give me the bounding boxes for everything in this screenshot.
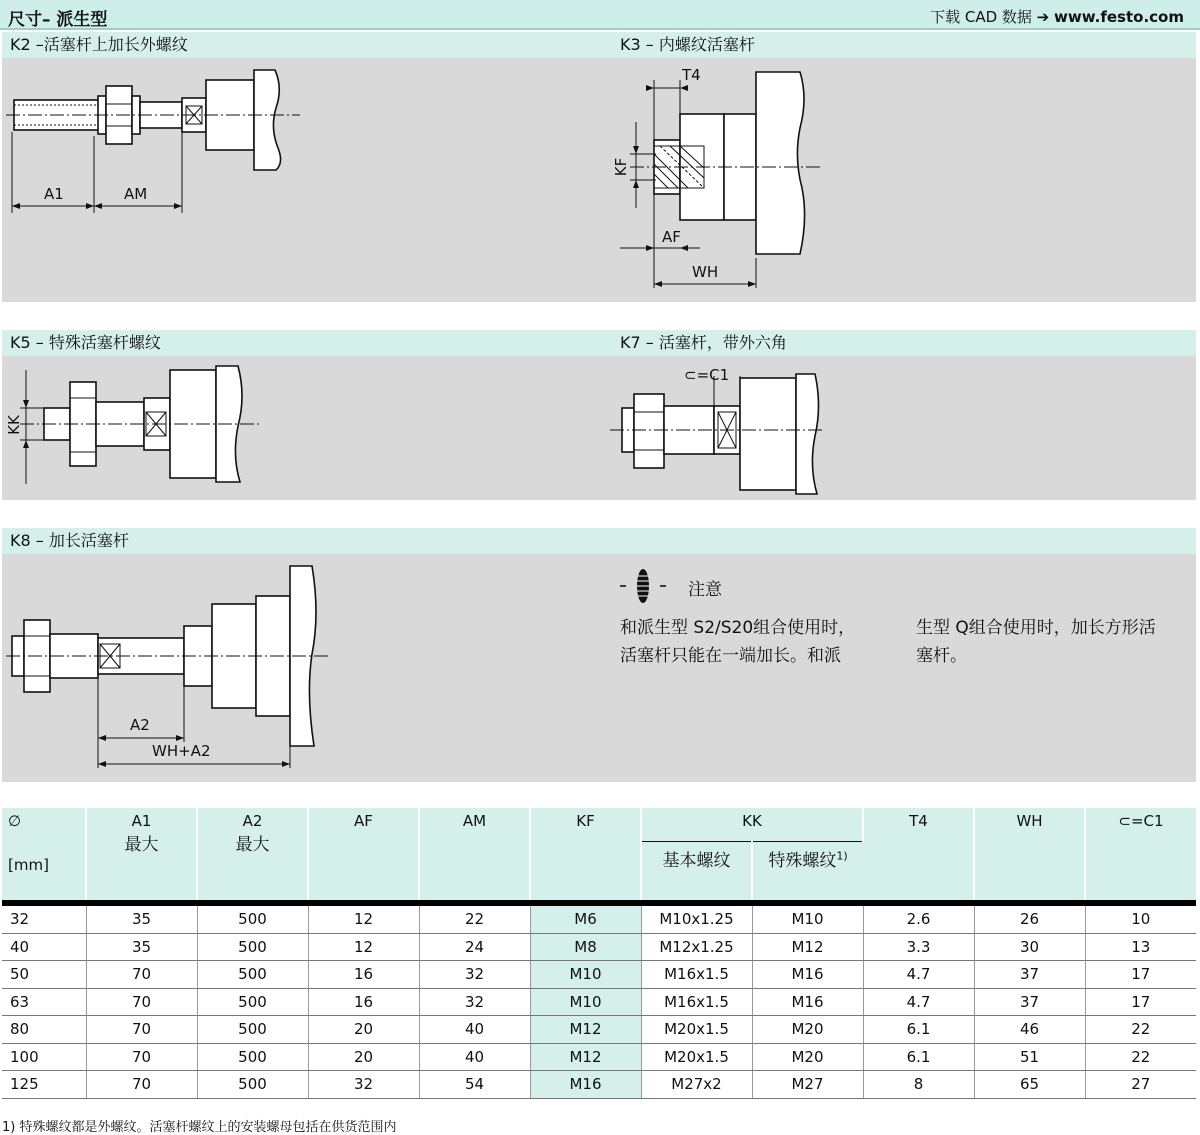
col-header-dia — [2, 808, 86, 903]
table-cell: 500 — [197, 903, 308, 933]
table-cell: M16x1.5 — [641, 961, 752, 989]
note-col1 — [620, 614, 855, 670]
table-cell: M20x1.5 — [641, 1043, 752, 1071]
dim-am: AM — [124, 185, 148, 203]
table-cell: 8 — [863, 1071, 974, 1099]
table-cell: 500 — [197, 1016, 308, 1044]
col-header-kk-special — [752, 842, 863, 903]
dim-wh-a2: WH+A2 — [152, 742, 211, 760]
c1-label: =C1 — [1130, 812, 1164, 830]
table-cell: M8 — [530, 933, 641, 961]
table-cell: 6.1 — [863, 1043, 974, 1071]
page-title: 尺寸– 派生型 — [8, 10, 108, 30]
section-title-k3: K3 – 内螺纹活塞杆 — [620, 35, 755, 54]
section-title-k2: K2 –活塞杆上加长外螺纹 — [10, 35, 188, 54]
table-cell: 17 — [1085, 961, 1196, 989]
table-cell: M12 — [530, 1043, 641, 1071]
table-cell: M12x1.25 — [641, 933, 752, 961]
dim-kk: KK — [4, 415, 23, 435]
table-cell: 54 — [419, 1071, 530, 1099]
table-cell: M16 — [530, 1071, 641, 1099]
table-cell: 32 — [2, 903, 86, 933]
dim-c1-text: =C1 — [696, 366, 730, 384]
col-header-kk-basic: 基本螺纹 — [641, 842, 752, 903]
table-cell: 70 — [86, 961, 197, 989]
col-header-af: AF — [308, 808, 419, 903]
table-cell: M16 — [752, 988, 863, 1016]
section-title-k8: K8 – 加长活塞杆 — [10, 531, 129, 550]
table-cell: 46 — [974, 1016, 1085, 1044]
table-cell: 80 — [2, 1016, 86, 1044]
download-prefix: 下载 CAD 数据 ➔ — [930, 8, 1050, 26]
table-cell: 2.6 — [863, 903, 974, 933]
table-cell: 17 — [1085, 988, 1196, 1016]
table-cell: 63 — [2, 988, 86, 1016]
table-cell: 500 — [197, 961, 308, 989]
table-cell: M20 — [752, 1016, 863, 1044]
table-cell: M12 — [752, 933, 863, 961]
col-header-t4: T4 — [863, 808, 974, 903]
table-cell: 70 — [86, 1016, 197, 1044]
note-col2-line1: 生型 Q组合使用时，加长方形活 — [916, 618, 1156, 638]
table-cell: 24 — [419, 933, 530, 961]
col-header-a1 — [86, 808, 197, 903]
table-cell: 22 — [419, 903, 530, 933]
table-cell: 500 — [197, 1071, 308, 1099]
kk-special-footnote-ref: 1) — [836, 849, 848, 863]
table-cell: 32 — [308, 1071, 419, 1099]
a1-sub: 最大 — [124, 835, 159, 855]
k5-drawing — [0, 356, 280, 500]
dim-wh: WH — [692, 263, 719, 281]
table-cell: 70 — [86, 1043, 197, 1071]
table-cell: 12 — [308, 933, 419, 961]
page-header — [0, 0, 1200, 30]
table-cell: M27 — [752, 1071, 863, 1099]
table-cell: 70 — [86, 1071, 197, 1099]
a2-sub: 最大 — [235, 835, 270, 855]
table-cell: 35 — [86, 933, 197, 961]
table-cell: 20 — [308, 1043, 419, 1071]
col-header-a2 — [197, 808, 308, 903]
wrench-icon: ⊂ — [684, 366, 697, 384]
table-cell: M16x1.5 — [641, 988, 752, 1016]
table-row — [2, 903, 1196, 933]
wrench-icon: ⊂ — [1118, 812, 1131, 830]
table-cell: M20 — [752, 1043, 863, 1071]
table-cell: 3.3 — [863, 933, 974, 961]
table-cell: 4.7 — [863, 961, 974, 989]
note-col2-line2: 塞杆。 — [916, 646, 967, 666]
table-cell: 13 — [1085, 933, 1196, 961]
table-cell: 22 — [1085, 1043, 1196, 1071]
table-cell: 37 — [974, 961, 1085, 989]
col-header-wh: WH — [974, 808, 1085, 903]
table-row — [2, 988, 1196, 1016]
table-cell: 32 — [419, 961, 530, 989]
kk-special-label: 特殊螺纹 — [768, 851, 837, 872]
table-cell: 125 — [2, 1071, 86, 1099]
table-cell: M10 — [530, 988, 641, 1016]
table-cell: 10 — [1085, 903, 1196, 933]
table-cell: 37 — [974, 988, 1085, 1016]
dim-t4: T4 — [682, 66, 701, 84]
table-cell: 16 — [308, 988, 419, 1016]
table-cell: 22 — [1085, 1016, 1196, 1044]
table-cell: 27 — [1085, 1071, 1196, 1099]
section-title-k5: K5 – 特殊活塞杆螺纹 — [10, 333, 161, 352]
band-row3 — [2, 528, 1196, 554]
table-cell: 40 — [419, 1016, 530, 1044]
table-cell: 32 — [419, 988, 530, 1016]
footnote: 1) 特殊螺纹都是外螺纹。活塞杆螺纹上的安装螺母包括在供货范围内 — [2, 1120, 397, 1135]
section-title-k7: K7 – 活塞杆，带外六角 — [620, 333, 787, 352]
table-cell: 30 — [974, 933, 1085, 961]
note-col1-line1: 和派生型 S2/S20组合使用时， — [620, 618, 856, 638]
table-cell: 40 — [419, 1043, 530, 1071]
cad-download-link[interactable] — [930, 6, 1184, 27]
table-cell: M10x1.25 — [641, 903, 752, 933]
table-cell: M10 — [752, 903, 863, 933]
table-cell: 65 — [974, 1071, 1085, 1099]
dia-unit: [mm] — [8, 856, 49, 874]
band-row2 — [2, 330, 1196, 356]
k2-drawing — [0, 58, 310, 298]
table-cell: 12 — [308, 903, 419, 933]
note-icon — [616, 566, 672, 606]
table-cell: M12 — [530, 1016, 641, 1044]
table-cell: M27x2 — [641, 1071, 752, 1099]
table-row — [2, 1043, 1196, 1071]
table-cell: 16 — [308, 961, 419, 989]
table-cell: 70 — [86, 988, 197, 1016]
table-cell: M16 — [752, 961, 863, 989]
table-cell: M6 — [530, 903, 641, 933]
table-cell: 500 — [197, 988, 308, 1016]
table-row — [2, 1071, 1196, 1099]
table-row — [2, 933, 1196, 961]
col-header-kf: KF — [530, 808, 641, 903]
table-cell: 51 — [974, 1043, 1085, 1071]
table-cell: 100 — [2, 1043, 86, 1071]
a2-label: A2 — [242, 812, 263, 830]
table-cell: 500 — [197, 1043, 308, 1071]
col-header-am: AM — [419, 808, 530, 903]
note-col2 — [916, 614, 1156, 670]
a1-label: A1 — [131, 812, 152, 830]
table-cell: 40 — [2, 933, 86, 961]
dim-a1: A1 — [44, 185, 64, 203]
dim-kf: KF — [612, 157, 631, 177]
table-cell: 20 — [308, 1016, 419, 1044]
table-cell: 6.1 — [863, 1016, 974, 1044]
download-site: www.festo.com — [1054, 8, 1184, 26]
k3-drawing — [600, 58, 840, 298]
dim-c1 — [684, 366, 729, 384]
table-cell: 50 — [2, 961, 86, 989]
table-cell: 4.7 — [863, 988, 974, 1016]
col-header-c1 — [1085, 808, 1196, 903]
col-header-kk: KK — [641, 808, 863, 842]
note-col1-line2: 活塞杆只能在一端加长。和派 — [620, 646, 841, 666]
table-cell: 35 — [86, 903, 197, 933]
table-cell: 26 — [974, 903, 1085, 933]
table-row — [2, 961, 1196, 989]
table-row — [2, 1016, 1196, 1044]
spec-table — [2, 808, 1196, 1099]
dia-symbol: ∅ — [8, 812, 22, 830]
table-cell: M20x1.5 — [641, 1016, 752, 1044]
dim-a2: A2 — [130, 716, 150, 734]
dim-af: AF — [662, 228, 681, 246]
table-cell: M10 — [530, 961, 641, 989]
table-cell: 500 — [197, 933, 308, 961]
note-label: 注意 — [688, 580, 722, 600]
